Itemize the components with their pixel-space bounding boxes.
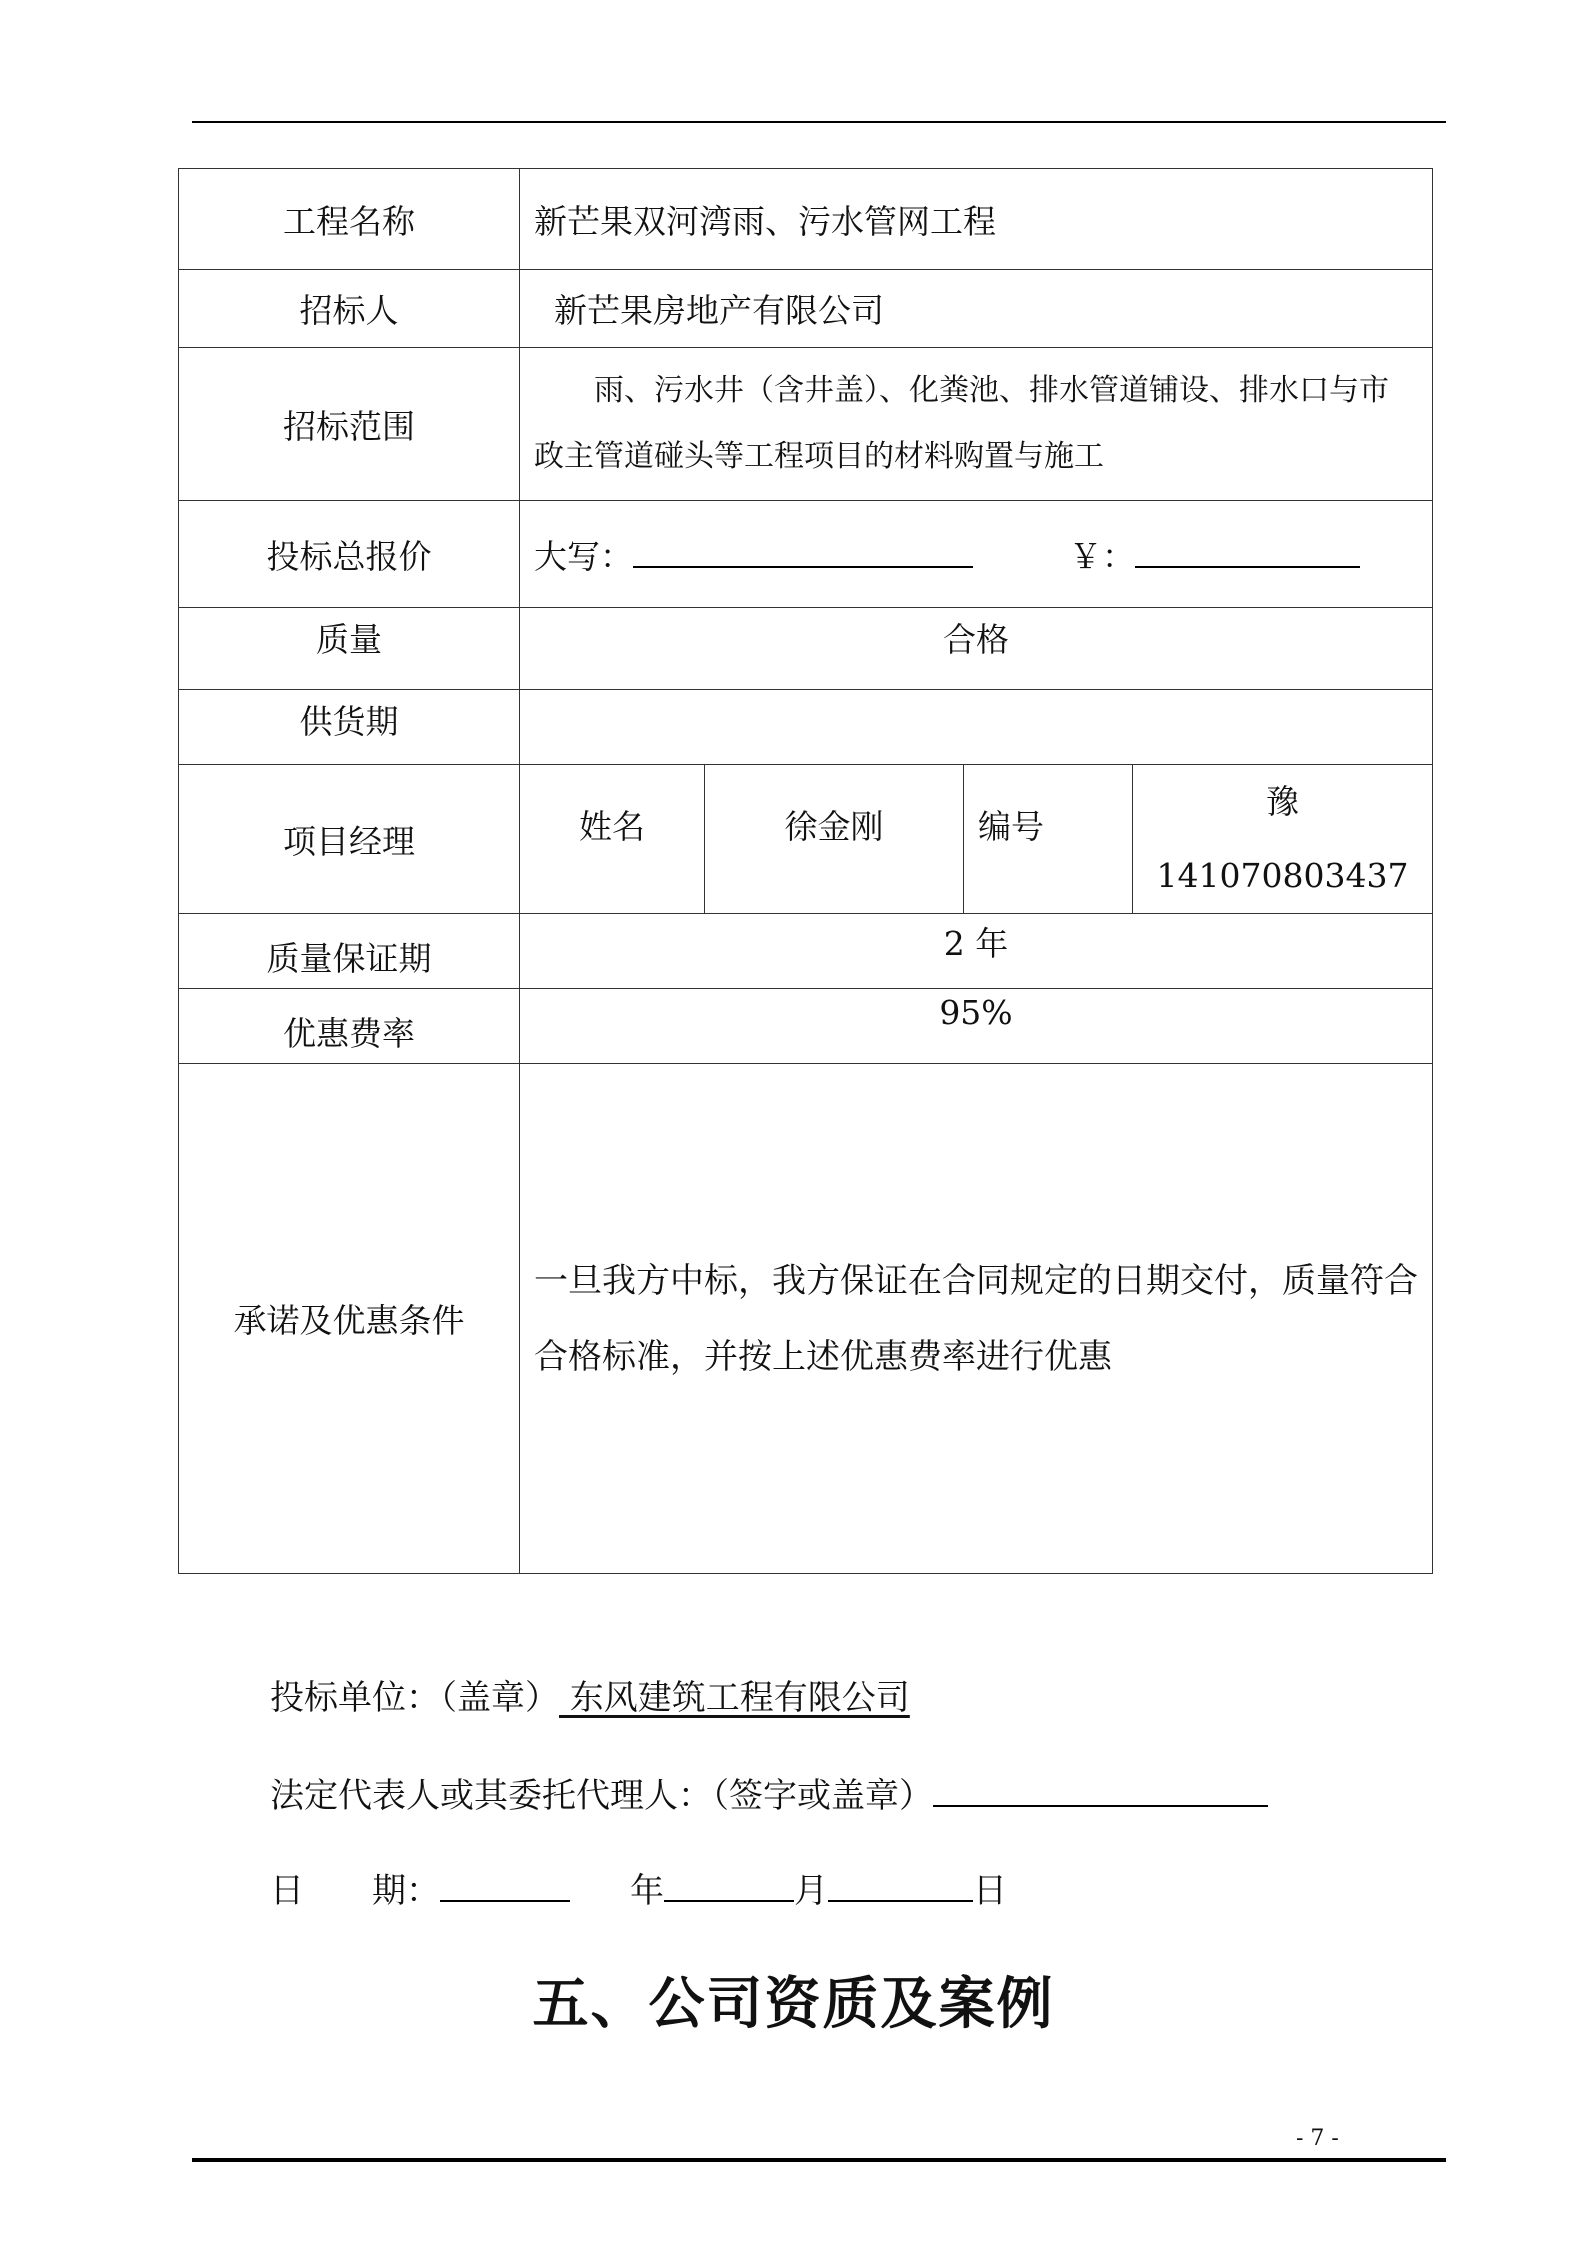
date-year-blank[interactable] [440,1866,570,1902]
row-warranty [179,914,1433,989]
commitment-value: 一旦我方中标，我方保证在合同规定的日期交付，质量符合合格标准，并按上述优惠费率进行优惠 [520,1064,1433,1574]
capital-amount-label: 大写： [534,536,633,576]
pm-name-label: 姓名 [520,765,705,914]
date-month-blank[interactable] [664,1866,794,1902]
bidding-unit-label: 投标单位：（盖章） [270,1678,559,1718]
pm-code-number: 141070803437 [1156,856,1409,895]
currency-amount-blank[interactable] [1135,533,1360,568]
pm-code-value [1133,765,1433,914]
date-month-label: 月 [794,1871,828,1911]
discount-value: 95% [520,989,1433,1064]
row-project-manager [179,765,1433,914]
scope-label: 招标范围 [179,348,520,501]
date-year-label: 年 [630,1871,664,1911]
bidding-unit-line [270,1670,910,1719]
date-day-label: 日 [973,1871,1007,1911]
supply-period-label: 供货期 [179,690,520,765]
legal-rep-signature-blank[interactable] [933,1771,1268,1807]
total-price-field[interactable] [520,501,1433,608]
capital-amount-blank[interactable] [633,533,973,568]
pm-name-value: 徐金刚 [705,765,964,914]
row-total-price [179,501,1433,608]
footer-rule [192,2158,1446,2162]
supply-period-value[interactable] [520,690,1433,765]
warranty-value: 2 年 [520,914,1433,989]
date-label: 日 期： [270,1871,440,1911]
bidder-label: 招标人 [179,270,520,348]
warranty-label: 质量保证期 [179,914,520,989]
row-bidder [179,270,1433,348]
discount-label: 优惠费率 [179,989,520,1064]
bidder-value: 新芒果房地产有限公司 [520,270,1433,348]
row-scope [179,348,1433,501]
page-number: - 7 - [1296,2126,1339,2151]
pm-code-prefix: 豫 [1266,782,1299,821]
row-commitment [179,1064,1433,1574]
scope-value: 雨、污水井（含井盖）、化粪池、排水管道铺设、排水口与市政主管道碰头等工程项目的材料购置与施工 [520,348,1433,501]
row-discount [179,989,1433,1064]
legal-rep-label: 法定代表人或其委托代理人：（签字或盖章） [270,1776,933,1816]
total-price-label: 投标总报价 [179,501,520,608]
section-title: 五、公司资质及案例 [532,1971,1055,2037]
project-name-value: 新芒果双河湾雨、污水管网工程 [520,169,1433,270]
row-quality [179,608,1433,690]
project-name-label: 工程名称 [179,169,520,270]
row-project-name [179,169,1433,270]
pm-code-label: 编号 [964,765,1133,914]
commitment-label: 承诺及优惠条件 [179,1064,520,1574]
date-line [270,1863,1007,1912]
row-supply-period [179,690,1433,765]
pm-label: 项目经理 [179,765,520,914]
bid-form-table [178,168,1433,1574]
header-rule [192,121,1446,123]
currency-amount-label: ￥： [1069,536,1135,576]
quality-value: 合格 [520,608,1433,690]
bidding-unit-value: 东风建筑工程有限公司 [559,1678,910,1718]
date-day-blank[interactable] [828,1866,973,1902]
legal-rep-line [270,1768,1268,1817]
quality-label: 质量 [179,608,520,690]
